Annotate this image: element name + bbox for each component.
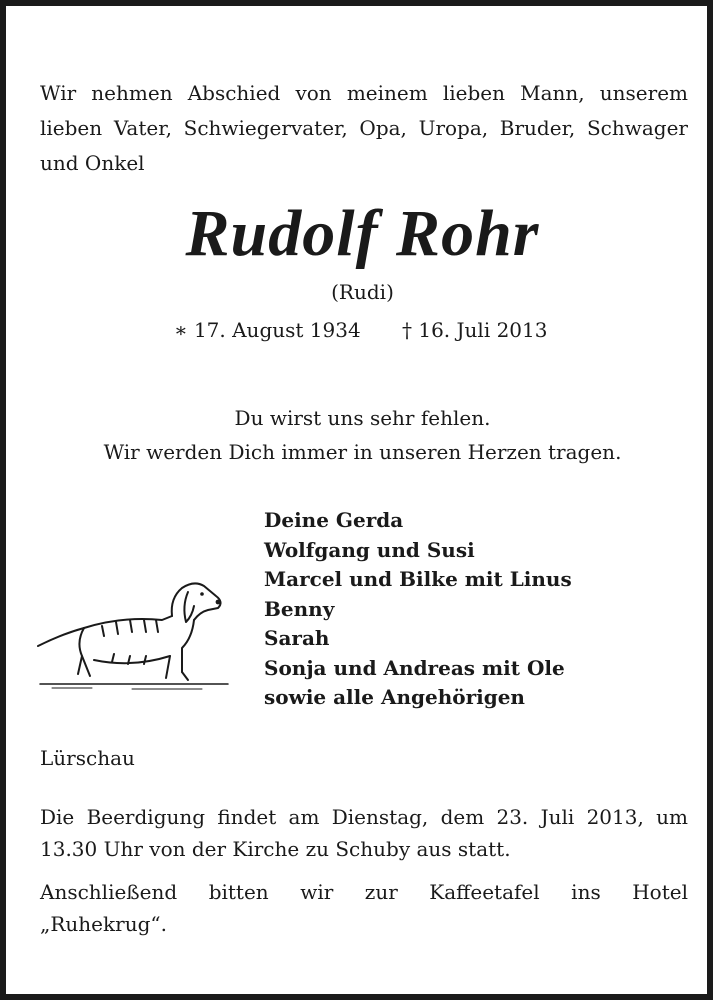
death-date: † 16. Juli 2013 <box>402 318 548 342</box>
mourner-5: Sarah <box>264 626 330 650</box>
intro-line-3: und Onkel <box>40 151 145 175</box>
coffee-line-2: „Ruhekrug“. <box>40 912 167 936</box>
birth-date: ∗ 17. August 1934 <box>174 318 361 342</box>
place-name: Lürschau <box>40 746 135 770</box>
deceased-name: Rudolf Rohr <box>185 197 540 270</box>
mourner-7: sowie alle Angehörigen <box>264 685 525 709</box>
coffee-line-1: Anschließend bitten wir zur Kaffeetafel ins Hotel <box>40 880 688 904</box>
intro-text <box>40 76 688 181</box>
mourner-2: Wolfgang und Susi <box>264 537 475 562</box>
memorial-quote <box>6 401 713 469</box>
mourner-6: Sonja und Andreas mit Ole <box>264 655 565 680</box>
quote-line-2: Wir werden Dich immer in unseren Herzen tragen. <box>103 440 622 464</box>
funeral-info <box>40 801 688 865</box>
mourner-4: Benny <box>264 596 335 621</box>
mourners-list <box>264 506 572 713</box>
deceased-nickname: (Rudi) <box>331 280 394 304</box>
mourner-3: Marcel und Bilke mit Linus <box>264 567 572 591</box>
intro-line-1: Wir nehmen Abschied von meinem lieben Mann, unserem <box>40 81 688 105</box>
mourner-1: Deine Gerda <box>264 508 404 532</box>
intro-line-2: lieben Vater, Schwiegervater, Opa, Uropa, Bruder, Schwager <box>40 116 688 140</box>
dachshund-drawing-icon <box>32 576 232 696</box>
quote-line-1: Du wirst uns sehr fehlen. <box>234 406 491 430</box>
funeral-line-1: Die Beerdigung findet am Dienstag, dem 23. Juli 2013, um <box>40 805 688 829</box>
funeral-line-2: 13.30 Uhr von der Kirche zu Schuby aus statt. <box>40 837 511 861</box>
coffee-info <box>40 876 688 940</box>
